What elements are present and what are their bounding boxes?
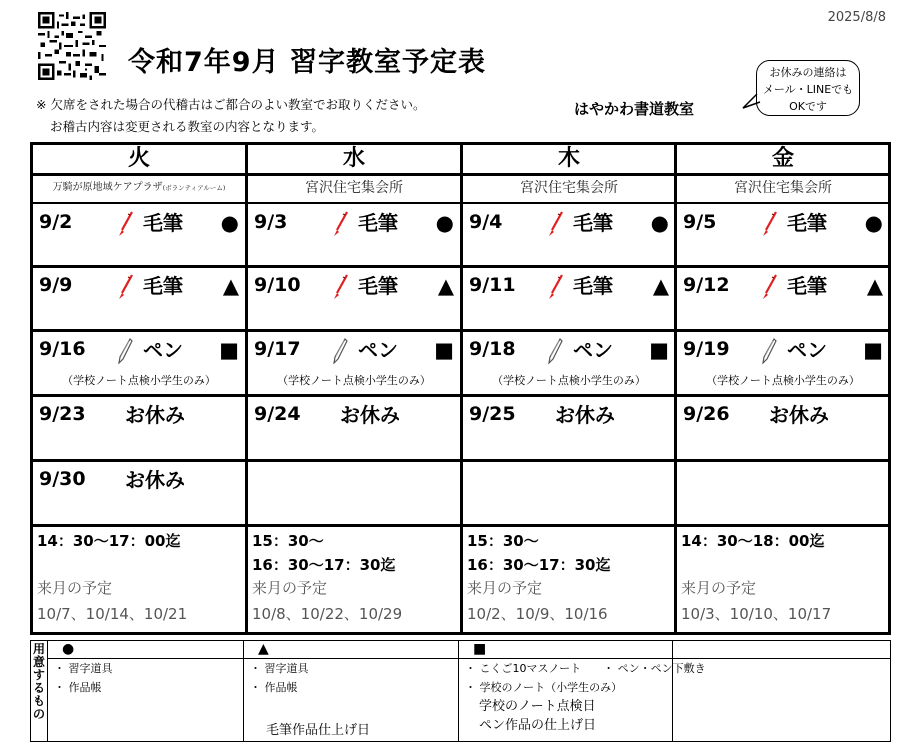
brush-icon (761, 211, 779, 237)
lesson-kind: ペン (787, 338, 827, 362)
supplies-empty (673, 641, 890, 741)
lesson-kind: 毛筆 (143, 211, 183, 235)
time-cell (463, 527, 675, 632)
lesson-mark: ● (435, 211, 454, 235)
supplies-mark (673, 641, 890, 659)
kind-icon-wrap (332, 338, 348, 368)
time-line: 14：30～17：00迄 (37, 532, 181, 550)
supplies-triangle (244, 641, 459, 741)
label-char: 意 (32, 655, 45, 669)
brush-icon (117, 274, 135, 300)
lesson-mark: ▲ (437, 274, 454, 298)
time-line: 16：30～17：30迄 (467, 556, 611, 574)
label-char: す (32, 668, 45, 682)
lesson-kind: ペン (573, 338, 613, 362)
lesson-kind: ペン (358, 338, 398, 362)
brush-icon (332, 211, 350, 237)
holiday-label: お休み (125, 468, 185, 492)
lesson-kind: 毛筆 (573, 211, 613, 235)
lesson-kind: 毛筆 (787, 274, 827, 298)
lesson-mark: ■ (219, 338, 239, 362)
next-month-dates: 10/7、10/14、10/21 (37, 605, 188, 623)
lesson-time (252, 529, 396, 577)
lesson-mark: ■ (649, 338, 669, 362)
venue-wed: 宮沢住宅集会所 (305, 180, 403, 196)
brush-icon (547, 211, 565, 237)
lesson-cell (33, 397, 245, 457)
lesson-date: 9/26 (683, 403, 730, 425)
holiday-label: お休み (555, 403, 615, 427)
next-month-label: 来月の予定 (37, 579, 113, 597)
bubble-line-1: お休みの連絡は (769, 66, 847, 79)
lesson-date: 9/24 (254, 403, 301, 425)
page-title: 令和7年9月 習字教室予定表 (128, 47, 486, 78)
kind-icon-wrap (547, 338, 563, 368)
row-divider (33, 202, 888, 204)
supplies-mark: ▲ (244, 641, 458, 659)
venue-name: 万騎が原地域ケアプラザ (52, 182, 163, 193)
supplies-mark: ● (48, 641, 243, 659)
label-char: も (32, 694, 45, 708)
kind-icon-wrap (761, 338, 777, 368)
time-line: 15：30～ (467, 532, 539, 550)
lesson-note: （学校ノート点検小学生のみ） (492, 374, 646, 387)
time-line: 16：30～17：30迄 (252, 556, 396, 574)
lesson-time (467, 529, 611, 577)
schedule-grid (30, 142, 891, 635)
pen-icon (332, 338, 348, 364)
lesson-date: 9/11 (469, 274, 516, 296)
lesson-cell (33, 462, 245, 522)
lesson-mark: ▲ (652, 274, 669, 298)
lesson-kind: 毛筆 (787, 211, 827, 235)
label-char: の (32, 707, 45, 721)
lesson-kind: 毛筆 (358, 211, 398, 235)
pen-icon (761, 338, 777, 364)
lesson-kind: ペン (143, 338, 183, 362)
supply-item: ・ こくご10マスノート ・ ペン・ペン下敷き (465, 662, 706, 675)
lesson-kind: 毛筆 (573, 274, 613, 298)
day-header-thu: 木 (557, 146, 580, 171)
kind-icon-wrap (332, 274, 350, 304)
supplies-label (31, 641, 48, 741)
lesson-date: 9/19 (683, 338, 730, 360)
lesson-mark: ■ (434, 338, 454, 362)
supply-item: ・ 作品帳 (250, 681, 298, 694)
next-month-label: 来月の予定 (467, 579, 543, 597)
venue-thu: 宮沢住宅集会所 (520, 180, 618, 196)
kind-icon-wrap (547, 274, 565, 304)
pen-icon (117, 338, 133, 364)
lesson-date: 9/18 (469, 338, 516, 360)
lesson-time (37, 529, 181, 553)
lesson-kind: 毛筆 (358, 274, 398, 298)
lesson-cell (33, 268, 245, 328)
kind-icon-wrap (547, 211, 565, 241)
label-char: る (32, 681, 45, 695)
lesson-date: 9/16 (39, 338, 86, 360)
supplies-circle (48, 641, 244, 741)
lesson-date: 9/30 (39, 468, 86, 490)
lesson-mark: ■ (863, 338, 883, 362)
holiday-label: お休み (769, 403, 829, 427)
venue-tue (33, 176, 245, 202)
lesson-cell (677, 397, 889, 457)
lesson-date: 9/23 (39, 403, 86, 425)
lesson-date: 9/10 (254, 274, 301, 296)
lesson-cell (677, 268, 889, 328)
pen-icon (547, 338, 563, 364)
lesson-cell (248, 268, 460, 328)
qr-code (38, 12, 106, 80)
next-month-label: 来月の予定 (252, 579, 328, 597)
lesson-date: 9/4 (469, 211, 503, 233)
note-content: お稽古内容は変更される教室の内容となります。 (50, 119, 325, 134)
lesson-cell (248, 397, 460, 457)
time-cell (677, 527, 889, 632)
holiday-label: お休み (125, 403, 185, 427)
venue-room: (ボランティアルーム) (162, 184, 226, 192)
kind-icon-wrap (332, 211, 350, 241)
lesson-date: 9/3 (254, 211, 288, 233)
lesson-cell (463, 205, 675, 265)
supplies-table (30, 640, 891, 742)
lesson-cell (677, 205, 889, 265)
lesson-date: 9/9 (39, 274, 73, 296)
lesson-kind: 毛筆 (143, 274, 183, 298)
lesson-mark: ▲ (222, 274, 239, 298)
lesson-date: 9/17 (254, 338, 301, 360)
lesson-cell (33, 332, 245, 392)
venue-fri: 宮沢住宅集会所 (734, 180, 832, 196)
lesson-note: （学校ノート点検小学生のみ） (277, 374, 431, 387)
issue-date: 2025/8/8 (827, 10, 886, 25)
supply-note: 学校のノート点検日 (479, 699, 596, 714)
lesson-cell (463, 397, 675, 457)
kind-icon-wrap (761, 274, 779, 304)
lesson-date: 9/2 (39, 211, 73, 233)
lesson-cell (248, 205, 460, 265)
bubble-line-3: OKです (789, 100, 827, 113)
day-header-fri: 金 (771, 146, 794, 171)
holiday-label: お休み (340, 403, 400, 427)
kind-icon-wrap (117, 274, 135, 304)
lesson-cell (33, 205, 245, 265)
day-header-wed: 水 (342, 146, 365, 171)
kind-icon-wrap (117, 338, 133, 368)
lesson-cell (463, 332, 675, 392)
next-month-dates: 10/2、10/9、10/16 (467, 605, 608, 623)
brush-icon (547, 274, 565, 300)
lesson-date: 9/5 (683, 211, 717, 233)
supplies-mark: ■ (459, 641, 672, 659)
lesson-cell (463, 268, 675, 328)
supply-item: ・ 学校のノート（小学生のみ） (465, 681, 623, 694)
lesson-note: （学校ノート点検小学生のみ） (62, 374, 216, 387)
brush-icon (117, 211, 135, 237)
time-line: 14：30～18：00迄 (681, 532, 825, 550)
time-cell (248, 527, 460, 632)
next-month-dates: 10/3、10/10、10/17 (681, 605, 832, 623)
lesson-date: 9/25 (469, 403, 516, 425)
supplies-square (459, 641, 706, 741)
lesson-mark: ● (650, 211, 669, 235)
lesson-cell (248, 332, 460, 392)
next-month-dates: 10/8、10/22、10/29 (252, 605, 403, 623)
supply-item: ・ 習字道具 (250, 662, 309, 675)
day-header-tue: 火 (127, 146, 150, 171)
kind-icon-wrap (761, 211, 779, 241)
school-name: はやかわ書道教室 (574, 100, 695, 118)
lesson-date: 9/12 (683, 274, 730, 296)
lesson-mark: ▲ (866, 274, 883, 298)
lesson-time (681, 529, 825, 553)
bubble-line-2: メール・LINEでも (762, 83, 854, 96)
time-line: 15：30～ (252, 532, 324, 550)
lesson-mark: ● (220, 211, 239, 235)
lesson-cell (677, 332, 889, 392)
kind-icon-wrap (117, 211, 135, 241)
notes (36, 94, 425, 138)
time-cell (33, 527, 245, 632)
lesson-note: （学校ノート点検小学生のみ） (706, 374, 860, 387)
contact-bubble (756, 60, 860, 116)
supply-item: ・ 作品帳 (54, 681, 102, 694)
next-month-label: 来月の予定 (681, 579, 757, 597)
brush-icon (761, 274, 779, 300)
supply-item: ・ 習字道具 (54, 662, 113, 675)
label-char: 用 (32, 642, 45, 656)
lesson-mark: ● (864, 211, 883, 235)
supply-note: 毛筆作品仕上げ日 (266, 723, 371, 738)
brush-icon (332, 274, 350, 300)
supply-note: ペン作品の仕上げ日 (479, 718, 597, 733)
note-absence: ※ 欠席をされた場合の代稽古はご都合のよい教室でお取りください。 (36, 97, 426, 112)
